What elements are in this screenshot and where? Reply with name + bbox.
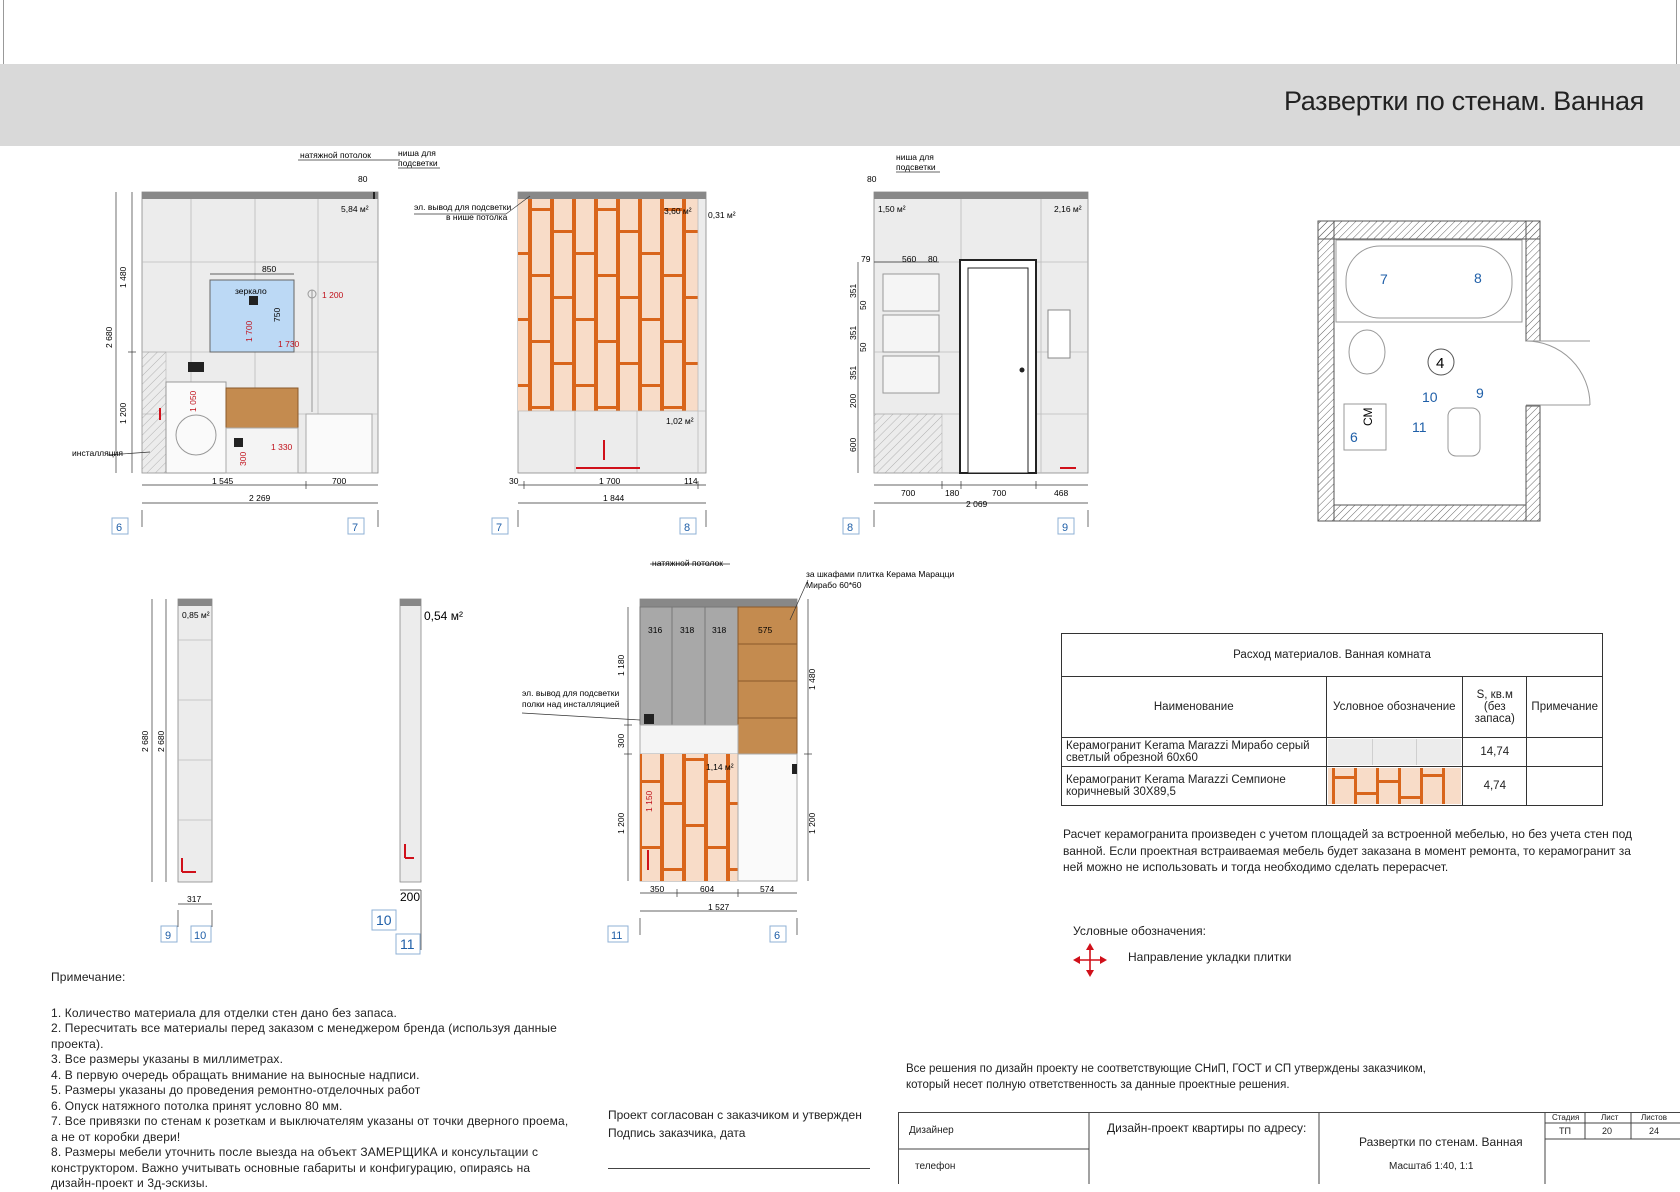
stamp-sheets-label: Листов xyxy=(1641,1113,1667,1122)
disclaimer xyxy=(906,1061,1426,1093)
wall-7-8-axis-right: 8 xyxy=(684,522,691,534)
wall-9-10-axis-left: 9 xyxy=(165,930,172,942)
bathroom-plan xyxy=(1318,221,1590,521)
approval-line-2: Подпись заказчика, дата xyxy=(608,1126,746,1140)
row-1-area: 14,74 xyxy=(1463,738,1527,767)
wall-8-9-w700b: 700 xyxy=(992,488,1007,498)
wall-9-10-height-1: 2 680 xyxy=(140,730,150,752)
wall-6-7-mark-300: 300 xyxy=(238,451,248,466)
wall-8-9-niche-label-line2: подсветки xyxy=(896,162,936,172)
stamp-project-label: Дизайн-проект квартиры по адресу: xyxy=(1107,1121,1307,1135)
wall-8-9-dim-80b: 80 xyxy=(928,254,938,264)
wall-10-11-elevation xyxy=(400,599,421,882)
disclaimer-line-2: который несет полную ответственность за данные проектные решения. xyxy=(906,1079,1290,1091)
wall-6-7-elevation xyxy=(142,192,378,473)
col-header-area: S, кв.м (без запаса) xyxy=(1463,677,1527,738)
wall-8-9-axis-left: 8 xyxy=(847,522,854,534)
wall-6-7-area: 5,84 м² xyxy=(341,204,369,214)
wall-9-10-axis-right: 10 xyxy=(194,930,207,942)
note-item: 1. Количество материала для отделки стен дано без запаса. xyxy=(51,1005,397,1020)
wall-8-9-dim-560: 560 xyxy=(902,254,917,264)
wall-11-6-r1200: 1 200 xyxy=(807,812,817,834)
wall-11-6-behind-label-line1: за шкафами плитка Керама Марацци xyxy=(806,569,955,579)
wall-11-6-b604: 604 xyxy=(700,884,715,894)
wall-8-9-v50b: 50 xyxy=(858,342,868,352)
wall-7-8-elevation xyxy=(518,192,706,473)
stamp-stage-label: Стадия xyxy=(1552,1113,1580,1122)
wall-11-6-total: 1 527 xyxy=(708,902,730,912)
grey-tile-swatch xyxy=(1328,739,1462,765)
wall-10-11-axis-bottom: 11 xyxy=(400,936,415,952)
wall-10-11-width: 200 xyxy=(400,890,421,904)
col-header-symbol: Условное обозначение xyxy=(1326,677,1463,738)
wall-8-9-axis-right: 9 xyxy=(1062,522,1069,534)
wall-6-7-mark-1200: 1 200 xyxy=(322,290,344,300)
wall-11-6-v300: 300 xyxy=(616,733,626,748)
note-item: 5. Размеры указаны до проведения ремонтно-отделочных работ xyxy=(51,1083,421,1097)
wall-6-7-ceiling-label: натяжной потолок xyxy=(300,150,371,160)
wall-11-6-cab-318b: 318 xyxy=(712,625,727,635)
stamp-sheets: 24 xyxy=(1649,1126,1660,1136)
wall-6-7-axis-left: 6 xyxy=(116,522,123,534)
notes-block xyxy=(51,970,571,1192)
title-block xyxy=(898,1112,1680,1184)
wall-8-9-area-right: 2,16 м² xyxy=(1054,204,1082,214)
wall-6-7-mark-1330: 1 330 xyxy=(271,442,293,452)
wall-8-9-v200: 200 xyxy=(848,393,858,408)
wall-11-6-elevation xyxy=(640,599,797,881)
brown-tile-swatch xyxy=(1328,768,1462,804)
wall-10-11-area: 0,54 м² xyxy=(424,609,463,623)
wall-6-7-mirror-height: 750 xyxy=(272,307,282,322)
wall-8-9-v351c: 351 xyxy=(848,365,858,380)
stamp-scale: Масштаб 1:40, 1:1 xyxy=(1389,1161,1474,1172)
plan-mark-7: 7 xyxy=(1380,271,1388,287)
wall-9-10-height-2: 2 680 xyxy=(156,730,166,752)
wall-11-6-cab-316: 316 xyxy=(648,625,663,635)
wall-6-7-height-total: 2 680 xyxy=(104,326,114,348)
wall-8-9-dim-79: 79 xyxy=(861,254,871,264)
plan-mark-8: 8 xyxy=(1474,270,1482,286)
wall-6-7-width-left: 1 545 xyxy=(212,476,234,486)
wall-9-10-area: 0,85 м² xyxy=(182,610,210,620)
row-2-symbol xyxy=(1326,767,1463,806)
table-row xyxy=(1062,738,1603,767)
wall-7-8-dim-1700: 1 700 xyxy=(599,476,621,486)
tile-direction-icon xyxy=(1073,943,1107,977)
wall-11-6-axis-left: 11 xyxy=(611,930,623,942)
wall-6-7-axis-right: 7 xyxy=(352,522,359,534)
wall-11-6-v1180: 1 180 xyxy=(616,654,626,676)
wall-8-9-v50a: 50 xyxy=(858,300,868,310)
wall-11-6-b574: 574 xyxy=(760,884,775,894)
wall-11-6-v1200: 1 200 xyxy=(616,812,626,834)
page-title: Развертки по стенам. Ванная xyxy=(1283,86,1644,116)
wall-6-7-mark-1050: 1 050 xyxy=(188,390,198,412)
wall-7-8-dim-total: 1 844 xyxy=(603,493,625,503)
note-item: 7. Все привязки по стенам к розеткам и выключателям указаны от точки дверного проема, а не от коробки двери! xyxy=(51,1114,569,1144)
wall-7-8-dim-114: 114 xyxy=(684,476,698,486)
stamp-designer-label: Дизайнер xyxy=(909,1125,954,1136)
wall-10-11-axis-top: 10 xyxy=(376,912,392,928)
wall-7-8-dim-30: 30 xyxy=(509,476,519,486)
notes-heading: Примечание: xyxy=(51,970,126,984)
mirror-label: зеркало xyxy=(235,286,267,296)
wall-7-8-power-label-line2: в нише потолка xyxy=(446,212,508,222)
wall-8-9-area-left: 1,50 м² xyxy=(878,204,906,214)
legend-direction-label: Направление укладки плитки xyxy=(1128,950,1292,964)
calculation-note: Расчет керамогранита произведен с учетом площадей за встроенной мебелью, но без учета стен под ванной. Если проектная встраиваемая мебель будет заказана в момент ремонта, то керамогранит за ней можно не использовать и тогда необходимо сделать перерасчет. xyxy=(1063,827,1633,874)
wall-6-7-height-top: 1 480 xyxy=(118,266,128,288)
plan-washer-label: СМ xyxy=(1361,407,1375,426)
stamp-sheet: 20 xyxy=(1602,1126,1613,1136)
wall-11-6-mark-1150: 1 150 xyxy=(644,790,654,812)
row-2-note xyxy=(1527,767,1603,806)
wall-8-9-v351b: 351 xyxy=(848,325,858,340)
note-item: 3. Все размеры указаны в миллиметрах. xyxy=(51,1052,284,1066)
wall-11-6-area: 1,14 м² xyxy=(706,762,734,772)
plan-room-number: 4 xyxy=(1436,355,1445,372)
wall-11-6-behind-label-line2: Мирабо 60*60 xyxy=(806,580,862,590)
note-item: 8. Размеры мебели уточнить после выезда на объект ЗАМЕРЩИКА и консультации с конструктором. Важно учитывать основные габариты и конфигурацию, опираясь на дизайн-проект и 3д-эскизы. xyxy=(51,1145,539,1190)
plan-mark-10: 10 xyxy=(1422,389,1438,405)
wall-11-6-axis-right: 6 xyxy=(774,930,781,942)
legend-title: Условные обозначения: xyxy=(1073,924,1206,938)
note-item: 4. В первую очередь обращать внимание на выносные надписи. xyxy=(51,1067,420,1082)
note-item: 6. Опуск натяжного потолка принят условно 80 мм. xyxy=(51,1098,343,1113)
wall-8-9-w468: 468 xyxy=(1054,488,1069,498)
stamp-stage: ТП xyxy=(1559,1126,1571,1136)
stamp-phone-label: телефон xyxy=(915,1161,956,1172)
wall-7-8-area-top: 3,60 м² xyxy=(664,206,692,216)
wall-9-10-elevation xyxy=(178,599,212,882)
wall-6-7-niche-width: 80 xyxy=(358,174,368,184)
plan-mark-11: 11 xyxy=(1412,419,1427,435)
wall-11-6-power-label-line2: полки над инсталляцией xyxy=(522,699,620,709)
wall-7-8-power-label-line1: эл. вывод для подсветки xyxy=(414,202,512,212)
row-1-symbol xyxy=(1326,738,1463,767)
stamp-sheet-label: Лист xyxy=(1601,1113,1619,1122)
wall-11-6-r1480: 1 480 xyxy=(807,668,817,690)
wall-8-9-dim-80: 80 xyxy=(867,174,877,184)
wall-6-7-mark-1700: 1 700 xyxy=(244,320,254,342)
table-row xyxy=(1062,767,1603,806)
wall-6-7-height-bottom: 1 200 xyxy=(118,402,128,424)
wall-6-7-mirror-width: 850 xyxy=(262,264,277,274)
materials-table xyxy=(1061,633,1603,806)
materials-table-block xyxy=(1061,633,1603,806)
wall-8-9-w700a: 700 xyxy=(901,488,916,498)
wall-7-8-area-side: 0,31 м² xyxy=(708,210,736,220)
wall-6-7-niche-label-line2: подсветки xyxy=(398,158,438,168)
wall-6-7-niche-label-line1: ниша для xyxy=(398,148,436,158)
stamp-sheet-title: Развертки по стенам. Ванная xyxy=(1359,1135,1523,1149)
col-header-note: Примечание xyxy=(1527,677,1603,738)
wall-11-6-cab-575: 575 xyxy=(758,625,773,635)
materials-table-caption: Расход материалов. Ванная комната xyxy=(1062,634,1603,677)
row-1-note xyxy=(1527,738,1603,767)
wall-11-6-cab-318a: 318 xyxy=(680,625,695,635)
col-header-name: Наименование xyxy=(1062,677,1327,738)
wall-8-9-niche-label-line1: ниша для xyxy=(896,152,934,162)
installation-label: инсталляция xyxy=(72,448,123,458)
disclaimer-line-1: Все решения по дизайн проекту не соответствующие СНиП, ГОСТ и СП утверждены заказчиком, xyxy=(906,1063,1426,1075)
wall-7-8-axis-left: 7 xyxy=(496,522,503,534)
wall-8-9-v351a: 351 xyxy=(848,283,858,298)
wall-6-7-mark-1730: 1 730 xyxy=(278,339,300,349)
row-2-name: Керамогранит Kerama Marazzi Семпионе коричневый 30Х89,5 xyxy=(1062,767,1327,806)
plan-mark-9: 9 xyxy=(1476,385,1484,401)
approval-line-1: Проект согласован с заказчиком и утвержден xyxy=(608,1108,862,1122)
plan-mark-6: 6 xyxy=(1350,429,1358,445)
wall-6-7-width-total: 2 269 xyxy=(249,493,271,503)
wall-6-7-width-right: 700 xyxy=(332,476,347,486)
row-2-area: 4,74 xyxy=(1463,767,1527,806)
wall-8-9-elevation xyxy=(874,192,1088,473)
wall-11-6-b350: 350 xyxy=(650,884,665,894)
wall-11-6-power-label-line1: эл. вывод для подсветки xyxy=(522,688,620,698)
signature-line xyxy=(608,1168,870,1169)
wall-7-8-area-bottom: 1,02 м² xyxy=(666,416,694,426)
approval-block xyxy=(608,1106,862,1142)
wall-8-9-total: 2 069 xyxy=(966,499,988,509)
wall-9-10-width: 317 xyxy=(187,894,202,904)
wall-8-9-v600: 600 xyxy=(848,437,858,452)
wall-11-6-ceiling-label: натяжной потолок xyxy=(652,558,723,568)
wall-8-9-w180: 180 xyxy=(945,488,960,498)
note-item: 2. Пересчитать все материалы перед заказом с менеджером бренда (используя данные проекта). xyxy=(51,1021,558,1051)
row-1-name: Керамогранит Kerama Marazzi Мирабо серый светлый обрезной 60х60 xyxy=(1062,738,1327,767)
